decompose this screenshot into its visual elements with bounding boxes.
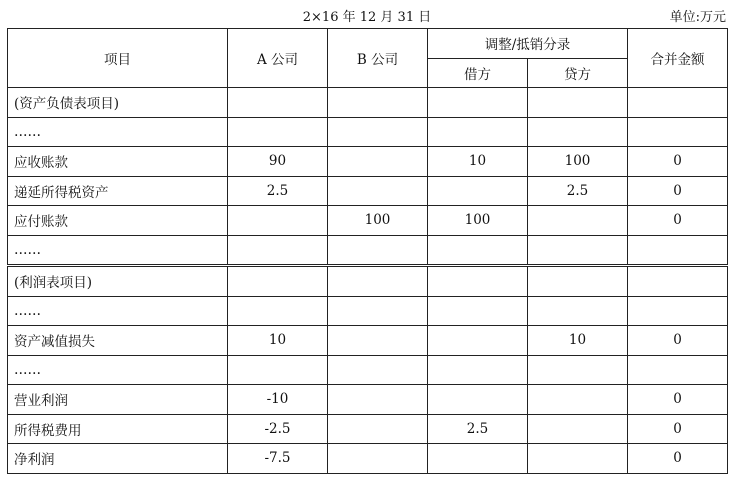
cell-item: 递延所得税资产 — [8, 176, 228, 206]
cell-credit — [528, 88, 628, 118]
cell-consolidated — [628, 117, 728, 147]
cell-consolidated — [628, 88, 728, 118]
col-header-adjustments: 调整/抵销分录 — [428, 29, 628, 59]
table-row — [8, 206, 728, 236]
cell-debit — [428, 385, 528, 415]
cell-credit — [528, 206, 628, 236]
col-header-consolidated: 合并金额 — [628, 29, 728, 88]
table-row — [8, 147, 728, 177]
cell-credit: 2.5 — [528, 176, 628, 206]
cell-item: 应收账款 — [8, 147, 228, 177]
cell-company-b — [328, 147, 428, 177]
cell-company-b — [328, 326, 428, 356]
col-header-company-a: A 公司 — [228, 29, 328, 88]
cell-credit — [528, 385, 628, 415]
cell-debit: 10 — [428, 147, 528, 177]
consolidation-worksheet — [7, 28, 728, 474]
cell-company-b — [328, 296, 428, 326]
cell-debit — [428, 444, 528, 474]
cell-item: …… — [8, 235, 228, 266]
cell-company-b — [328, 176, 428, 206]
cell-company-b — [328, 88, 428, 118]
cell-debit — [428, 88, 528, 118]
cell-credit — [528, 235, 628, 266]
cell-credit: 100 — [528, 147, 628, 177]
table-row — [8, 355, 728, 385]
table-row — [8, 296, 728, 326]
cell-consolidated — [628, 266, 728, 297]
cell-consolidated — [628, 235, 728, 266]
cell-debit — [428, 235, 528, 266]
table-row — [8, 117, 728, 147]
cell-credit — [528, 266, 628, 297]
cell-company-a: 90 — [228, 147, 328, 177]
cell-credit — [528, 414, 628, 444]
cell-credit — [528, 296, 628, 326]
col-header-debit: 借方 — [428, 58, 528, 88]
cell-company-b — [328, 414, 428, 444]
cell-company-a — [228, 88, 328, 118]
cell-company-b — [328, 355, 428, 385]
cell-credit — [528, 444, 628, 474]
cell-item: 净利润 — [8, 444, 228, 474]
cell-credit — [528, 355, 628, 385]
cell-item: 营业利润 — [8, 385, 228, 415]
cell-consolidated: 0 — [628, 414, 728, 444]
cell-consolidated — [628, 355, 728, 385]
cell-company-b — [328, 266, 428, 297]
cell-item: …… — [8, 355, 228, 385]
cell-company-b — [328, 444, 428, 474]
col-header-item: 项目 — [8, 29, 228, 88]
cell-company-a: 10 — [228, 326, 328, 356]
cell-item: …… — [8, 117, 228, 147]
cell-debit — [428, 296, 528, 326]
cell-company-a — [228, 117, 328, 147]
table-row — [8, 444, 728, 474]
cell-debit — [428, 326, 528, 356]
cell-company-a — [228, 206, 328, 236]
cell-company-a — [228, 296, 328, 326]
table-header — [8, 29, 728, 88]
cell-company-b — [328, 117, 428, 147]
cell-debit — [428, 266, 528, 297]
cell-credit: 10 — [528, 326, 628, 356]
cell-consolidated: 0 — [628, 385, 728, 415]
cell-consolidated: 0 — [628, 444, 728, 474]
cell-consolidated: 0 — [628, 206, 728, 236]
cell-company-a — [228, 355, 328, 385]
cell-item: 应付账款 — [8, 206, 228, 236]
cell-debit: 2.5 — [428, 414, 528, 444]
cell-debit — [428, 176, 528, 206]
cell-company-a — [228, 266, 328, 297]
table-row — [8, 385, 728, 415]
cell-company-a: -7.5 — [228, 444, 328, 474]
table-body — [8, 88, 728, 474]
cell-credit — [528, 117, 628, 147]
table-row — [8, 414, 728, 444]
cell-consolidated: 0 — [628, 147, 728, 177]
cell-debit — [428, 117, 528, 147]
table-row — [8, 176, 728, 206]
cell-company-a — [228, 235, 328, 266]
cell-item: 所得税费用 — [8, 414, 228, 444]
cell-debit — [428, 355, 528, 385]
table-row — [8, 235, 728, 266]
table-row — [8, 266, 728, 297]
cell-consolidated — [628, 296, 728, 326]
report-date: 2×16 年 12 月 31 日 — [302, 10, 432, 25]
cell-company-b — [328, 385, 428, 415]
table-row — [8, 88, 728, 118]
cell-item: …… — [8, 296, 228, 326]
cell-debit: 100 — [428, 206, 528, 236]
cell-item: (利润表项目) — [8, 266, 228, 297]
cell-consolidated: 0 — [628, 326, 728, 356]
unit-label: 单位:万元 — [669, 10, 726, 25]
cell-company-a: -10 — [228, 385, 328, 415]
cell-company-a: 2.5 — [228, 176, 328, 206]
cell-item: (资产负债表项目) — [8, 88, 228, 118]
table-row — [8, 326, 728, 356]
cell-consolidated: 0 — [628, 176, 728, 206]
cell-item: 资产减值损失 — [8, 326, 228, 356]
cell-company-b: 100 — [328, 206, 428, 236]
col-header-credit: 贷方 — [528, 58, 628, 88]
col-header-company-b: B 公司 — [328, 29, 428, 88]
cell-company-a: -2.5 — [228, 414, 328, 444]
cell-company-b — [328, 235, 428, 266]
